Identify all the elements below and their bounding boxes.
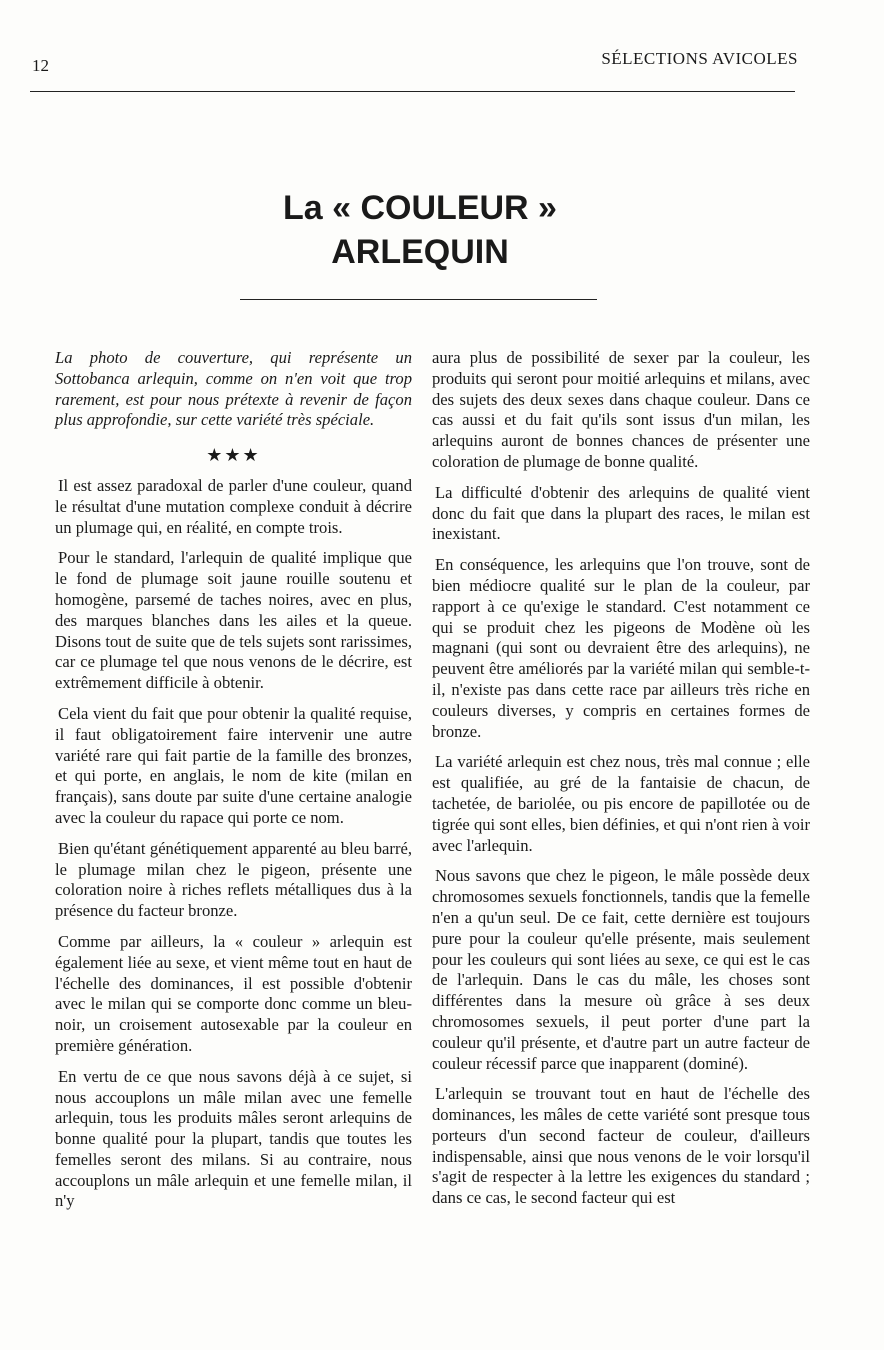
header-rule [30, 91, 795, 92]
title-rule [240, 299, 597, 300]
title-line-2: ARLEQUIN [331, 233, 509, 271]
left-column [55, 348, 412, 1222]
title-line-1: La « COULEUR » [283, 189, 557, 227]
body-paragraph: La difficulté d'obtenir des arlequins de qualité vient donc du fait que dans la plupart des races, le milan est inexistant. [432, 482, 810, 544]
body-paragraph: L'arlequin se trouvant tout en haut de l'échelle des dominances, les mâles de cette variété sont presque tous porteurs d'un second facteur de couleur, d'ailleurs indispensable, ainsi que nous venons de le voir lorsqu'il s'agit de respecter à la lettre les exigences du standard ; dans ce cas, le second facteur qui est [432, 1084, 810, 1208]
body-paragraph: En vertu de ce que nous savons déjà à ce sujet, si nous accouplons un mâle milan avec une femelle arlequin, tous les produits mâles seront arlequins de bonne qualité pour la plupart, tandis que toutes les femelles seront des milans. Si au contraire, nous accouplons un mâle arlequin et une femelle milan, il n'y [55, 1066, 412, 1211]
body-paragraph: La variété arlequin est chez nous, très mal connue ; elle est qualifiée, au gré de la fantaisie de chacun, de tachetée, de bariolée, ou pis encore de papillotée ou de tigrée qui sont elles, bien définies, et qui n'ont rien à voir avec l'arlequin. [432, 752, 810, 855]
body-paragraph: Pour le standard, l'arlequin de qualité implique que le fond de plumage soit jaune rouille soutenu et homogène, parsemé de taches noires, avec en plus, des marques blanches dans les ailes et la queue. Disons tout de suite que de tels sujets sont rarissimes, car ce plumage tel que nous venons de le décrire, est extrêmement difficile à obtenir. [55, 548, 412, 693]
body-paragraph: Nous savons que chez le pigeon, le mâle possède deux chromosomes sexuels fonctionnels, tandis que la femelle n'en a qu'un seul. De ce fait, cette dernière est toujours pure pour la couleur qu'elle présente, mais seulement pour les couleurs qui sont liées au sexe, ce qui est le cas de l'arlequin. Dans le cas du mâle, les choses sont différentes dans la mesure où grâce à ses deux chromosomes sexuels, il peut porter d'une part la couleur qu'il présente, et d'autre part un autre facteur de couleur récessif parce que inapparent (dominé). [432, 866, 810, 1073]
section-separator: ★★★ [206, 445, 261, 466]
page-number: 12 [32, 56, 49, 75]
body-paragraph: Cela vient du fait que pour obtenir la qualité requise, il faut obligatoirement faire intervenir une autre variété rare qui fait partie de la famille des bronzes, et qui porte, en anglais, le nom de kite (milan en français), sans doute par suite d'une certaine analogie avec la couleur du rapace qui porte ce nom. [55, 703, 412, 827]
article-title [160, 186, 680, 274]
intro-paragraph: La photo de couverture, qui représente un Sottobanca arlequin, comme on n'en voit que trop rarement, est pour nous prétexte à revenir de façon plus approfondie, sur cette variété très spéciale. [55, 348, 412, 430]
running-head: SÉLECTIONS AVICOLES [601, 49, 798, 68]
right-column [432, 348, 810, 1219]
body-paragraph: Comme par ailleurs, la « couleur » arlequin est également liée au sexe, et vient même tout en haut de l'échelle des dominances, il est possible d'obtenir avec le milan qui se comporte donc comme un bleu-noir, un croisement autosexable par la couleur en première génération. [55, 931, 412, 1055]
body-paragraph: aura plus de possibilité de sexer par la couleur, les produits qui seront pour moitié arlequins et milans, avec des sujets des deux sexes dans chaque couleur. Dans ce cas aussi et du fait qu'ils sont issus d'un milan, les arlequins auront de bonnes chances de présenter une coloration de plumage de bonne qualité. [432, 348, 810, 471]
body-paragraph: En conséquence, les arlequins que l'on trouve, sont de bien médiocre qualité sur le plan de la couleur, par rapport à ce qu'exige le standard. C'est notamment ce qui se produit chez les pigeons de Modène où les magnani (qui sont ou devraient être des arlequins), ne peuvent être améliorés par la variété milan qui semble-t-il, n'existe pas dans cette race par ailleurs très riche en couleurs diverses, y compris en certaines formes de bronze. [432, 555, 810, 741]
body-paragraph: Bien qu'étant génétiquement apparenté au bleu barré, le plumage milan chez le pigeon, présente une coloration noire à riches reflets métalliques dus à la présence du facteur bronze. [55, 838, 412, 921]
body-paragraph: Il est assez paradoxal de parler d'une couleur, quand le résultat d'une mutation complexe conduit à décrire un plumage qui, en réalité, en compte trois. [55, 475, 412, 537]
